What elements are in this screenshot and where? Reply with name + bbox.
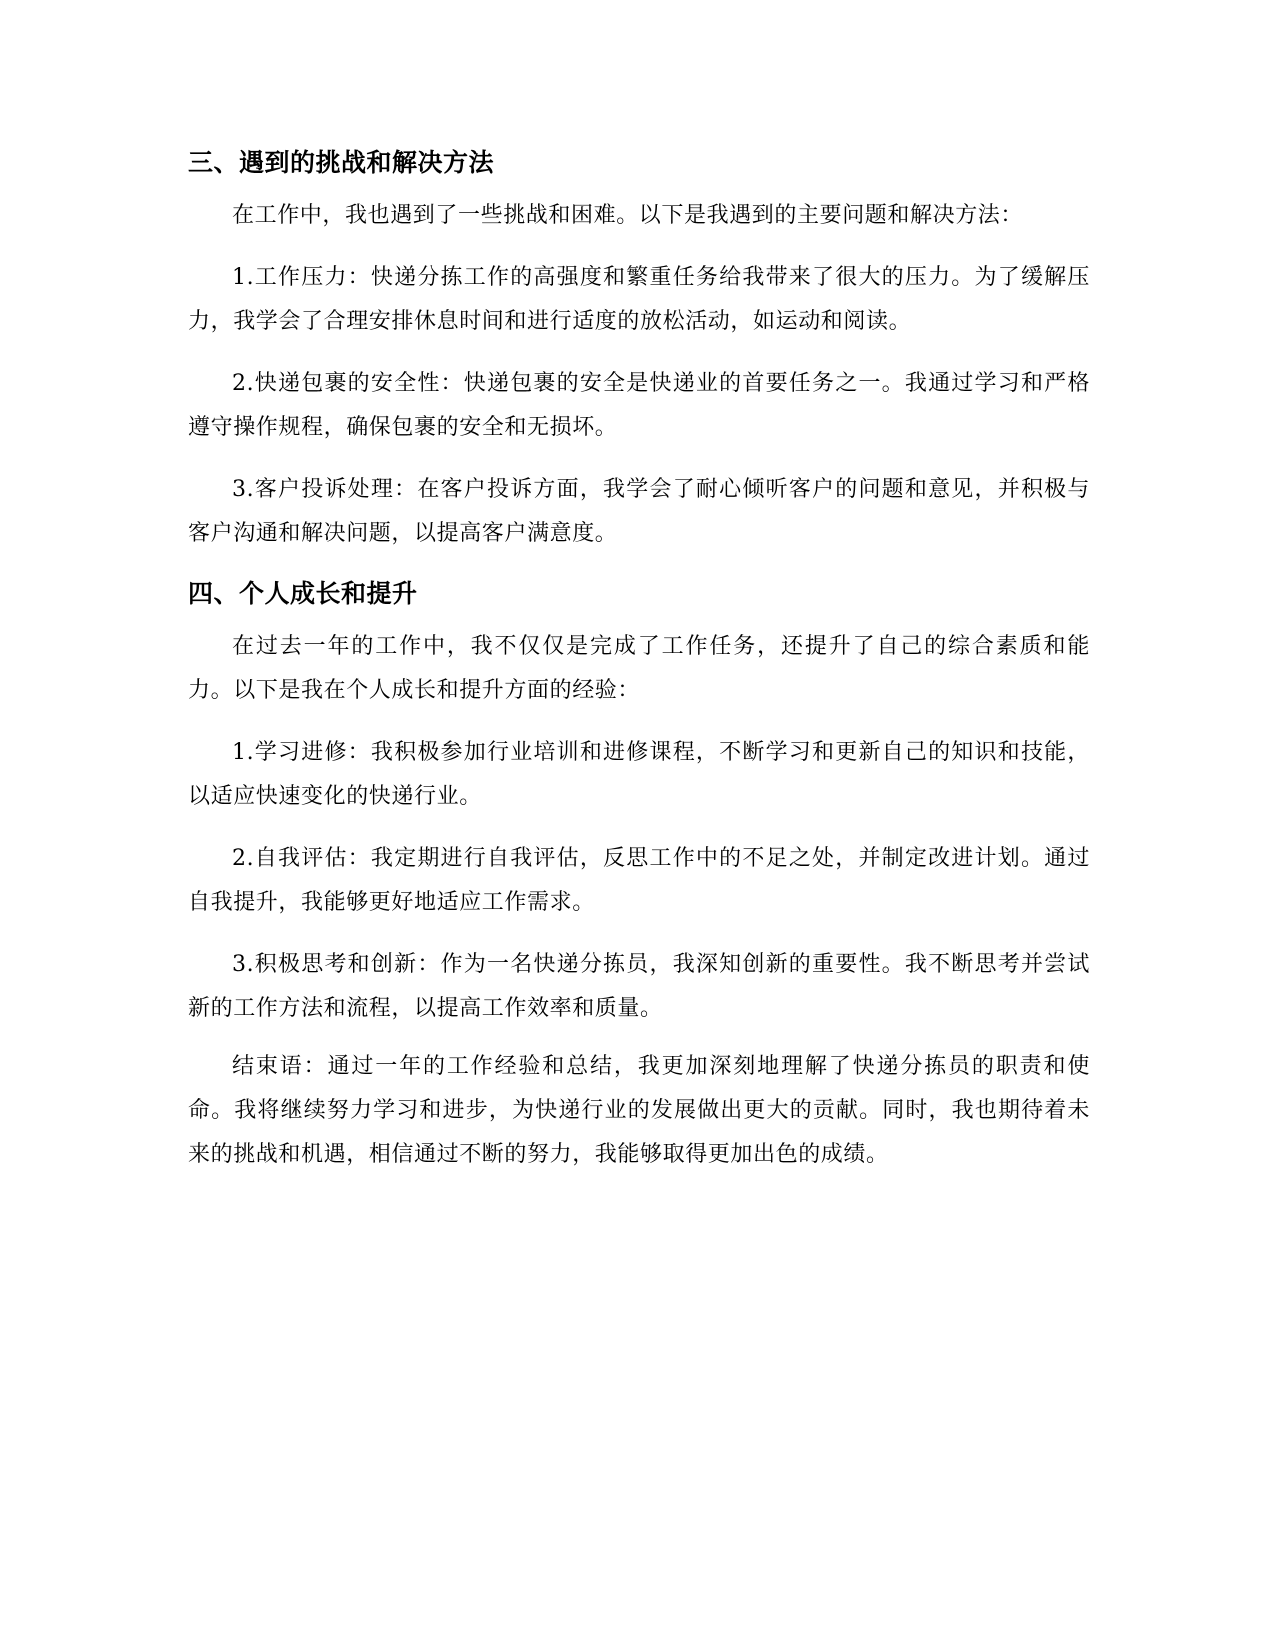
section-challenges [188, 145, 1090, 556]
paragraph: 在过去一年的工作中，我不仅仅是完成了工作任务，还提升了自己的综合素质和能力。以下是我在个人成长和提升方面的经验： [188, 634, 1090, 703]
list-item: 2.快递包裹的安全性：快递包裹的安全是快递业的首要任务之一。我通过学习和严格遵守操作规程，确保包裹的安全和无损坏。 [188, 371, 1090, 440]
section-growth [188, 576, 1090, 1031]
paragraph: 在工作中，我也遇到了一些挑战和困难。以下是我遇到的主要问题和解决方法： [232, 203, 1024, 228]
document-content [188, 145, 1090, 1177]
list-item: 1.工作压力：快递分拣工作的高强度和繁重任务给我带来了很大的压力。为了缓解压力，我学会了合理安排休息时间和进行适度的放松活动，如运动和阅读。 [188, 265, 1090, 334]
list-item: 2.自我评估：我定期进行自我评估，反思工作中的不足之处，并制定改进计划。通过自我提升，我能够更好地适应工作需求。 [188, 846, 1090, 915]
list-item: 3.客户投诉处理：在客户投诉方面，我学会了耐心倾听客户的问题和意见，并积极与客户沟通和解决问题，以提高客户满意度。 [188, 477, 1090, 546]
closing-paragraph: 结束语：通过一年的工作经验和总结，我更加深刻地理解了快递分拣员的职责和使命。我将继续努力学习和进步，为快递行业的发展做出更大的贡献。同时，我也期待着未来的挑战和机遇，相信通过不断的努力，我能够取得更加出色的成绩。 [188, 1054, 1090, 1167]
section-heading: 三、遇到的挑战和解决方法 [188, 148, 495, 177]
section-heading: 四、个人成长和提升 [188, 579, 418, 608]
list-item: 3.积极思考和创新：作为一名快递分拣员，我深知创新的重要性。我不断思考并尝试新的工作方法和流程，以提高工作效率和质量。 [188, 952, 1090, 1021]
list-item: 1.学习进修：我积极参加行业培训和进修课程，不断学习和更新自己的知识和技能，以适应快速变化的快递行业。 [188, 740, 1090, 809]
